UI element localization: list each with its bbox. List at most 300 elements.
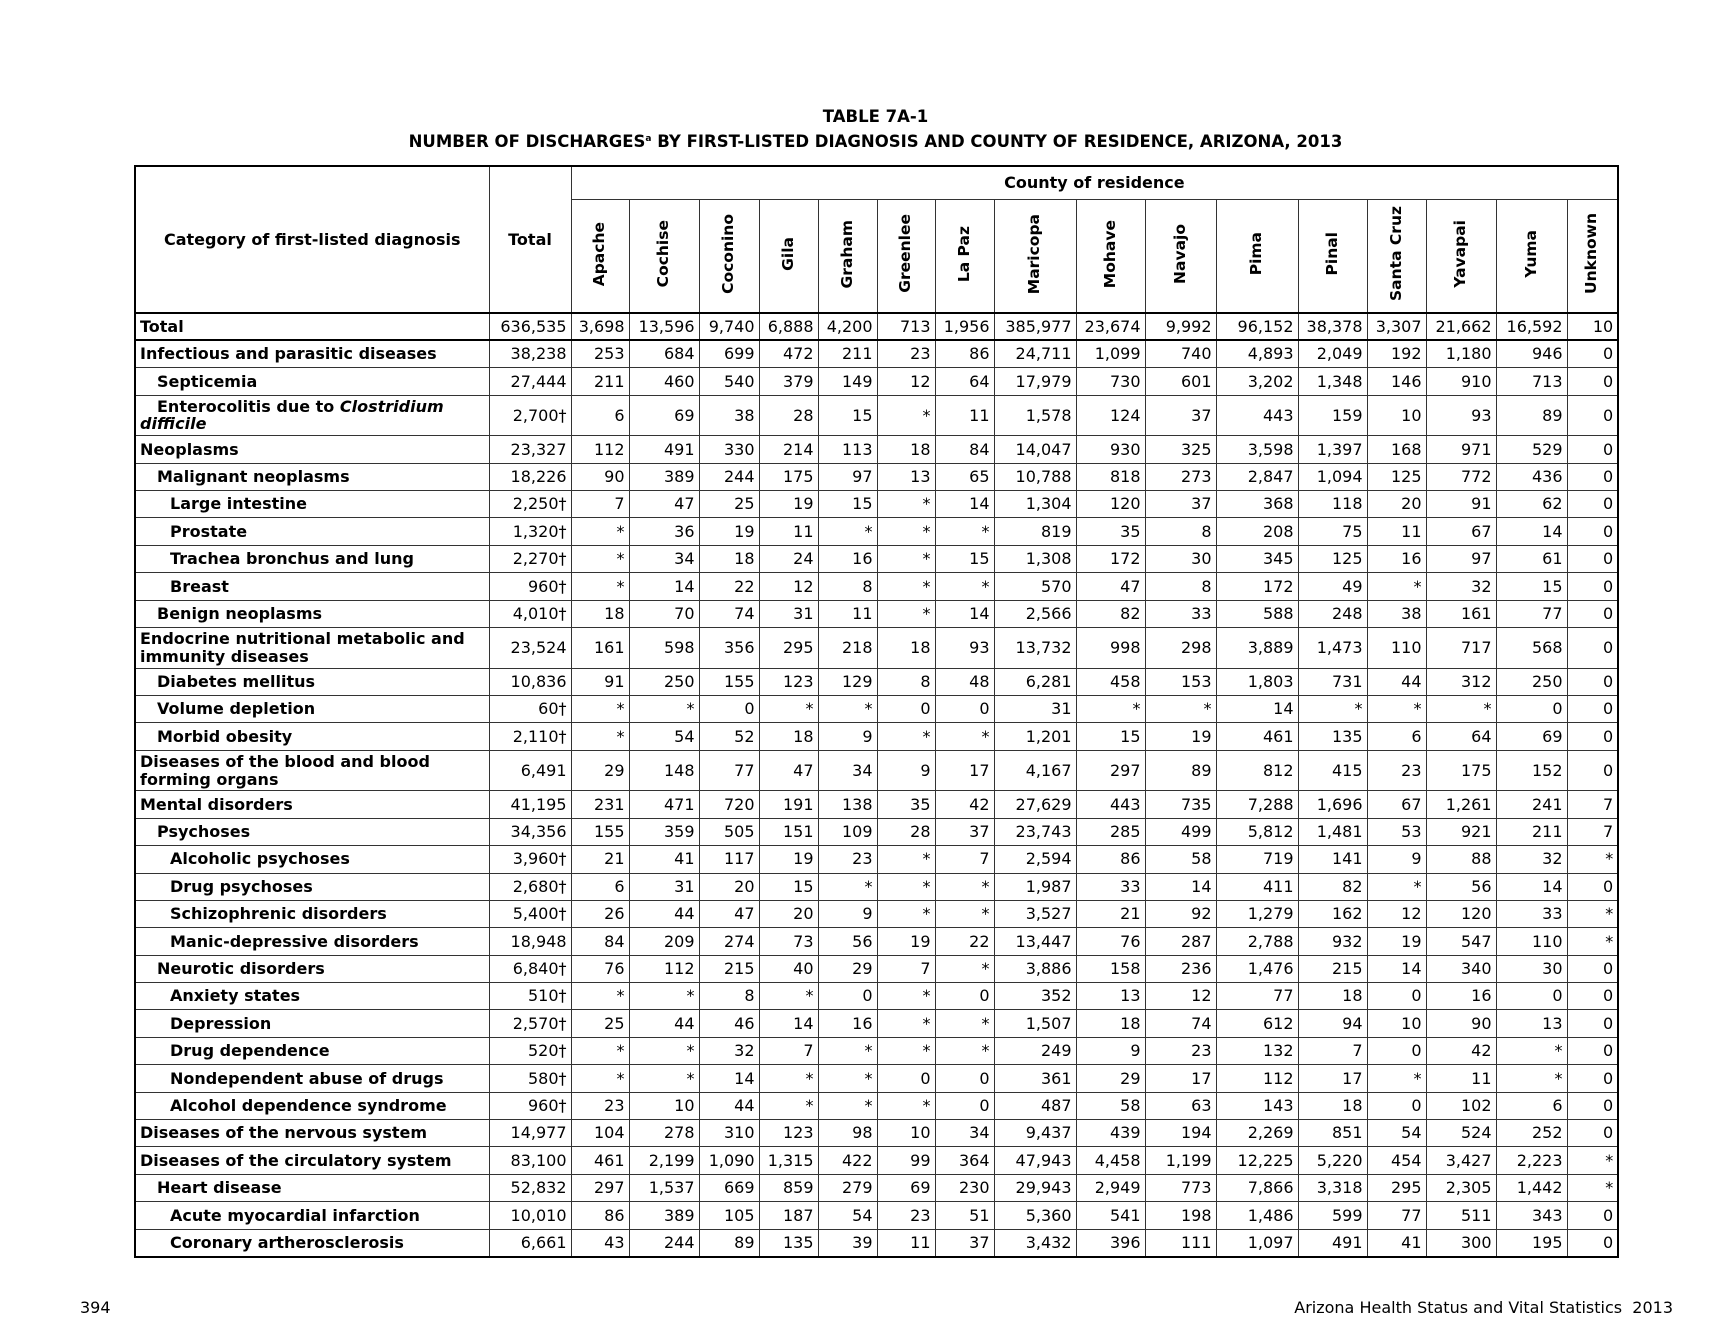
table-row (135, 983, 1618, 1010)
cell-la-paz: 11 (935, 395, 994, 436)
county-header-label: Pinal (1322, 232, 1341, 276)
cell-coconino: 74 (699, 600, 759, 627)
cell-pima: 77 (1216, 983, 1298, 1010)
cell-unknown: 0 (1567, 573, 1618, 600)
cell-graham: 34 (818, 750, 877, 791)
cell-pima: 96,152 (1216, 313, 1298, 340)
cell-la-paz: 84 (935, 436, 994, 463)
row-label (135, 846, 489, 873)
cell-santa-cruz: 77 (1367, 1202, 1426, 1229)
cell-yuma: 0 (1496, 983, 1567, 1010)
cell-coconino: 720 (699, 791, 759, 818)
cell-la-paz: * (935, 723, 994, 750)
cell-mohave: 124 (1076, 395, 1145, 436)
cell-pinal: 1,696 (1298, 791, 1367, 818)
cell-graham: * (818, 873, 877, 900)
cell-apache: 29 (571, 750, 629, 791)
table-title (134, 129, 1617, 154)
cell-maricopa: 2,566 (994, 600, 1076, 627)
cell-yuma: * (1496, 1065, 1567, 1092)
cell-mohave: 82 (1076, 600, 1145, 627)
cell-la-paz: * (935, 1037, 994, 1064)
cell-graham: * (818, 1037, 877, 1064)
row-label-text: Benign neoplasms (157, 603, 323, 623)
header-row (135, 166, 1618, 199)
cell-coconino: 32 (699, 1037, 759, 1064)
cell-gila: 135 (759, 1229, 818, 1256)
cell-pima: 588 (1216, 600, 1298, 627)
cell-cochise: 244 (629, 1229, 699, 1256)
cell-mohave: 396 (1076, 1229, 1145, 1256)
cell-greenlee: * (877, 545, 935, 572)
cell-graham: 16 (818, 1010, 877, 1037)
cell-cochise: 389 (629, 463, 699, 490)
cell-mohave: 9 (1076, 1037, 1145, 1064)
county-header-la-paz (935, 199, 994, 313)
footnote-marker: a (645, 134, 652, 144)
cell-cochise: 148 (629, 750, 699, 791)
cell-santa-cruz: 44 (1367, 668, 1426, 695)
cell-coconino: 356 (699, 628, 759, 669)
cell-navajo: 287 (1145, 928, 1216, 955)
table-title-rest: BY FIRST-LISTED DIAGNOSIS AND COUNTY OF RESIDENCE, ARIZONA, 2013 (651, 132, 1343, 151)
cell-apache: 3,698 (571, 313, 629, 340)
county-header-label: Santa Cruz (1386, 206, 1405, 302)
cell-maricopa: 9,437 (994, 1120, 1076, 1147)
cell-gila: 472 (759, 340, 818, 367)
table-row (135, 873, 1618, 900)
cell-yavapai: 64 (1426, 723, 1496, 750)
row-label-text: Acute myocardial infarction (170, 1205, 420, 1225)
row-label (135, 1065, 489, 1092)
cell-yavapai: 175 (1426, 750, 1496, 791)
cell-coconino: 8 (699, 983, 759, 1010)
cell-coconino: 274 (699, 928, 759, 955)
cell-yavapai: 511 (1426, 1202, 1496, 1229)
cell-gila: * (759, 1092, 818, 1119)
cell-greenlee: * (877, 573, 935, 600)
table-row (135, 791, 1618, 818)
cell-cochise: 69 (629, 395, 699, 436)
cell-pima: 3,889 (1216, 628, 1298, 669)
cell-yavapai: 161 (1426, 600, 1496, 627)
cell-pima: 4,893 (1216, 340, 1298, 367)
cell-la-paz: * (935, 1010, 994, 1037)
cell-yuma: 0 (1496, 695, 1567, 722)
cell-maricopa: 10,788 (994, 463, 1076, 490)
county-header-label: Greenlee (896, 214, 915, 294)
cell-yavapai: 21,662 (1426, 313, 1496, 340)
cell-la-paz: 364 (935, 1147, 994, 1174)
cell-maricopa: 361 (994, 1065, 1076, 1092)
cell-apache: 21 (571, 846, 629, 873)
cell-graham: 9 (818, 723, 877, 750)
cell-pinal: 2,049 (1298, 340, 1367, 367)
cell-total: 2,570† (489, 1010, 571, 1037)
cell-mohave: 818 (1076, 463, 1145, 490)
publication-footer: Arizona Health Status and Vital Statistics 2013 (1294, 1298, 1673, 1317)
cell-unknown: * (1567, 1147, 1618, 1174)
cell-pima: 14 (1216, 695, 1298, 722)
table-row (135, 668, 1618, 695)
cell-total: 34,356 (489, 818, 571, 845)
cell-pima: 2,788 (1216, 928, 1298, 955)
table-row (135, 491, 1618, 518)
row-label-text: Large intestine (170, 494, 308, 514)
table-row (135, 723, 1618, 750)
cell-total: 520† (489, 1037, 571, 1064)
cell-pinal: 3,318 (1298, 1174, 1367, 1201)
row-label-text: Diseases of the nervous system (140, 1123, 428, 1143)
row-label-text: Enterocolitis due to (157, 396, 340, 416)
cell-yuma: 14 (1496, 518, 1567, 545)
cell-gila: 24 (759, 545, 818, 572)
cell-yavapai: 102 (1426, 1092, 1496, 1119)
cell-yavapai: 42 (1426, 1037, 1496, 1064)
cell-apache: 7 (571, 491, 629, 518)
cell-santa-cruz: 125 (1367, 463, 1426, 490)
cell-pinal: 38,378 (1298, 313, 1367, 340)
cell-santa-cruz: * (1367, 695, 1426, 722)
cell-maricopa: 3,886 (994, 955, 1076, 982)
cell-navajo: * (1145, 695, 1216, 722)
cell-gila: 295 (759, 628, 818, 669)
cell-unknown: 10 (1567, 313, 1618, 340)
cell-greenlee: 9 (877, 750, 935, 791)
cell-maricopa: 1,308 (994, 545, 1076, 572)
cell-unknown: 0 (1567, 983, 1618, 1010)
cell-santa-cruz: 54 (1367, 1120, 1426, 1147)
table-row (135, 436, 1618, 463)
cell-yavapai: 16 (1426, 983, 1496, 1010)
cell-total: 2,250† (489, 491, 571, 518)
cell-total: 60† (489, 695, 571, 722)
cell-santa-cruz: * (1367, 1065, 1426, 1092)
cell-maricopa: 17,979 (994, 368, 1076, 395)
cell-coconino: 540 (699, 368, 759, 395)
cell-mohave: 172 (1076, 545, 1145, 572)
row-label (135, 983, 489, 1010)
cell-cochise: 34 (629, 545, 699, 572)
cell-greenlee: 18 (877, 628, 935, 669)
cell-gila: 14 (759, 1010, 818, 1037)
cell-navajo: 14 (1145, 873, 1216, 900)
cell-apache: 297 (571, 1174, 629, 1201)
row-label-text: Prostate (170, 521, 248, 541)
cell-maricopa: 352 (994, 983, 1076, 1010)
cell-santa-cruz: 9 (1367, 846, 1426, 873)
cell-apache: 23 (571, 1092, 629, 1119)
cell-pinal: 932 (1298, 928, 1367, 955)
cell-navajo: 9,992 (1145, 313, 1216, 340)
cell-maricopa: 4,167 (994, 750, 1076, 791)
row-label-text: Malignant neoplasms (157, 466, 350, 486)
cell-yavapai: 1,180 (1426, 340, 1496, 367)
cell-pinal: 1,473 (1298, 628, 1367, 669)
cell-unknown: 0 (1567, 436, 1618, 463)
cell-yavapai: 32 (1426, 573, 1496, 600)
cell-pinal: 94 (1298, 1010, 1367, 1037)
cell-maricopa: 13,732 (994, 628, 1076, 669)
cell-gila: 191 (759, 791, 818, 818)
cell-yavapai: 56 (1426, 873, 1496, 900)
cell-maricopa: 14,047 (994, 436, 1076, 463)
cell-greenlee: 0 (877, 695, 935, 722)
cell-pinal: 159 (1298, 395, 1367, 436)
row-label-text: Anxiety states (170, 986, 301, 1006)
cell-greenlee: * (877, 900, 935, 927)
cell-mohave: 998 (1076, 628, 1145, 669)
cell-la-paz: 14 (935, 491, 994, 518)
cell-unknown: 0 (1567, 340, 1618, 367)
cell-yavapai: 1,261 (1426, 791, 1496, 818)
row-label (135, 818, 489, 845)
cell-graham: 138 (818, 791, 877, 818)
cell-cochise: 70 (629, 600, 699, 627)
cell-pinal: 1,481 (1298, 818, 1367, 845)
table-row (135, 573, 1618, 600)
cell-cochise: 112 (629, 955, 699, 982)
cell-greenlee: 23 (877, 340, 935, 367)
cell-coconino: 699 (699, 340, 759, 367)
cell-navajo: 63 (1145, 1092, 1216, 1119)
row-label-text: Alcoholic psychoses (170, 849, 350, 869)
cell-cochise: * (629, 1065, 699, 1092)
cell-pima: 368 (1216, 491, 1298, 518)
row-label-text: Trachea bronchus and lung (170, 549, 414, 569)
cell-pinal: 599 (1298, 1202, 1367, 1229)
cell-apache: 211 (571, 368, 629, 395)
cell-navajo: 17 (1145, 1065, 1216, 1092)
cell-apache: 461 (571, 1147, 629, 1174)
cell-mohave: 76 (1076, 928, 1145, 955)
cell-apache: 161 (571, 628, 629, 669)
county-header-label: Maricopa (1025, 213, 1044, 294)
cell-santa-cruz: 67 (1367, 791, 1426, 818)
cell-navajo: 12 (1145, 983, 1216, 1010)
table-row (135, 928, 1618, 955)
cell-graham: 11 (818, 600, 877, 627)
cell-la-paz: * (935, 573, 994, 600)
cell-mohave: 120 (1076, 491, 1145, 518)
cell-unknown: 0 (1567, 395, 1618, 436)
cell-total: 6,661 (489, 1229, 571, 1256)
county-header-cochise (629, 199, 699, 313)
cell-coconino: 155 (699, 668, 759, 695)
row-label-text: Nondependent abuse of drugs (170, 1068, 444, 1088)
cell-total: 2,680† (489, 873, 571, 900)
cell-unknown: 0 (1567, 368, 1618, 395)
cell-gila: * (759, 983, 818, 1010)
cell-total: 2,700† (489, 395, 571, 436)
table-row (135, 818, 1618, 845)
cell-pinal: 82 (1298, 873, 1367, 900)
cell-coconino: 105 (699, 1202, 759, 1229)
cell-maricopa: 385,977 (994, 313, 1076, 340)
cell-santa-cruz: 41 (1367, 1229, 1426, 1256)
cell-coconino: 669 (699, 1174, 759, 1201)
cell-la-paz: 14 (935, 600, 994, 627)
county-header-navajo (1145, 199, 1216, 313)
row-label (135, 873, 489, 900)
row-label-text: Diseases of the circulatory system (140, 1150, 452, 1170)
cell-pima: 2,269 (1216, 1120, 1298, 1147)
county-header-yuma (1496, 199, 1567, 313)
table-row (135, 955, 1618, 982)
table-header (135, 166, 1618, 313)
row-label-italic-text: Clostridium difficile (140, 396, 444, 434)
cell-la-paz: 0 (935, 1065, 994, 1092)
cell-santa-cruz: 295 (1367, 1174, 1426, 1201)
cell-pinal: 17 (1298, 1065, 1367, 1092)
cell-apache: * (571, 723, 629, 750)
cell-maricopa: 5,360 (994, 1202, 1076, 1229)
cell-apache: 76 (571, 955, 629, 982)
cell-santa-cruz: 6 (1367, 723, 1426, 750)
cell-santa-cruz: 0 (1367, 983, 1426, 1010)
cell-santa-cruz: 38 (1367, 600, 1426, 627)
cell-mohave: 29 (1076, 1065, 1145, 1092)
cell-cochise: 598 (629, 628, 699, 669)
cell-yuma: 15 (1496, 573, 1567, 600)
cell-graham: 23 (818, 846, 877, 873)
cell-unknown: 0 (1567, 1202, 1618, 1229)
cell-yuma: 77 (1496, 600, 1567, 627)
cell-yavapai: 2,305 (1426, 1174, 1496, 1201)
cell-yavapai: 340 (1426, 955, 1496, 982)
cell-gila: 28 (759, 395, 818, 436)
row-label-text: Endocrine nutritional metabolic and immunity diseases (140, 629, 465, 666)
cell-coconino: 22 (699, 573, 759, 600)
cell-graham: * (818, 1092, 877, 1119)
cell-navajo: 740 (1145, 340, 1216, 367)
cell-maricopa: 819 (994, 518, 1076, 545)
cell-greenlee: * (877, 1010, 935, 1037)
cell-yavapai: 300 (1426, 1229, 1496, 1256)
county-group-header: County of residence (571, 166, 1618, 199)
cell-gila: 12 (759, 573, 818, 600)
cell-greenlee: 23 (877, 1202, 935, 1229)
table-row (135, 750, 1618, 791)
cell-yuma: 2,223 (1496, 1147, 1567, 1174)
cell-maricopa: 249 (994, 1037, 1076, 1064)
cell-yuma: 110 (1496, 928, 1567, 955)
cell-yuma: * (1496, 1037, 1567, 1064)
cell-apache: * (571, 545, 629, 572)
cell-yavapai: 67 (1426, 518, 1496, 545)
cell-cochise: 47 (629, 491, 699, 518)
cell-pinal: 1,094 (1298, 463, 1367, 490)
cell-yuma: 529 (1496, 436, 1567, 463)
cell-graham: 4,200 (818, 313, 877, 340)
cell-graham: 218 (818, 628, 877, 669)
row-label-text: Total (140, 316, 184, 336)
row-label-text: Psychoses (157, 822, 251, 842)
county-header-label: Pima (1247, 232, 1266, 276)
cell-la-paz: 1,956 (935, 313, 994, 340)
cell-yuma: 16,592 (1496, 313, 1567, 340)
cell-greenlee: * (877, 395, 935, 436)
cell-cochise: 14 (629, 573, 699, 600)
cell-total: 23,524 (489, 628, 571, 669)
cell-greenlee: * (877, 846, 935, 873)
cell-apache: 91 (571, 668, 629, 695)
cell-navajo: 236 (1145, 955, 1216, 982)
cell-graham: * (818, 518, 877, 545)
cell-mohave: 285 (1076, 818, 1145, 845)
cell-total: 580† (489, 1065, 571, 1092)
cell-santa-cruz: 0 (1367, 1092, 1426, 1119)
row-label (135, 463, 489, 490)
cell-santa-cruz: 19 (1367, 928, 1426, 955)
row-label (135, 1010, 489, 1037)
cell-yavapai: 971 (1426, 436, 1496, 463)
cell-graham: 29 (818, 955, 877, 982)
cell-pima: 12,225 (1216, 1147, 1298, 1174)
cell-gila: 379 (759, 368, 818, 395)
page-number: 394 (80, 1298, 111, 1317)
cell-coconino: 215 (699, 955, 759, 982)
county-header-label: Navajo (1170, 223, 1189, 284)
cell-graham: 0 (818, 983, 877, 1010)
row-label (135, 436, 489, 463)
cell-maricopa: 6,281 (994, 668, 1076, 695)
cell-gila: 19 (759, 846, 818, 873)
cell-cochise: 41 (629, 846, 699, 873)
cell-yuma: 946 (1496, 340, 1567, 367)
row-label (135, 340, 489, 367)
county-header-gila (759, 199, 818, 313)
cell-pima: 3,202 (1216, 368, 1298, 395)
row-label-text: Infectious and parasitic diseases (140, 344, 437, 364)
cell-coconino: 330 (699, 436, 759, 463)
cell-la-paz: 0 (935, 1092, 994, 1119)
cell-gila: 214 (759, 436, 818, 463)
cell-unknown: 0 (1567, 1010, 1618, 1037)
row-label-text: Drug dependence (170, 1041, 330, 1061)
table-body (135, 313, 1618, 1257)
cell-unknown: 0 (1567, 518, 1618, 545)
row-label-text: Morbid obesity (157, 726, 293, 746)
cell-coconino: 9,740 (699, 313, 759, 340)
cell-total: 23,327 (489, 436, 571, 463)
row-label (135, 1092, 489, 1119)
cell-coconino: 117 (699, 846, 759, 873)
cell-pima: 1,476 (1216, 955, 1298, 982)
cell-cochise: 44 (629, 1010, 699, 1037)
cell-yuma: 14 (1496, 873, 1567, 900)
cell-total: 5,400† (489, 900, 571, 927)
cell-unknown: 0 (1567, 600, 1618, 627)
cell-apache: * (571, 573, 629, 600)
category-header: Category of first-listed diagnosis (135, 166, 489, 313)
table-row (135, 1092, 1618, 1119)
cell-unknown: 0 (1567, 628, 1618, 669)
cell-cochise: * (629, 983, 699, 1010)
row-label-text: Neurotic disorders (157, 959, 325, 978)
county-header-mohave (1076, 199, 1145, 313)
cell-mohave: 47 (1076, 573, 1145, 600)
table-row (135, 1147, 1618, 1174)
cell-unknown: * (1567, 928, 1618, 955)
cell-pima: 3,598 (1216, 436, 1298, 463)
cell-greenlee: 99 (877, 1147, 935, 1174)
cell-mohave: 21 (1076, 900, 1145, 927)
cell-mohave: 2,949 (1076, 1174, 1145, 1201)
cell-yuma: 195 (1496, 1229, 1567, 1256)
table-row (135, 1037, 1618, 1064)
row-label (135, 955, 489, 982)
